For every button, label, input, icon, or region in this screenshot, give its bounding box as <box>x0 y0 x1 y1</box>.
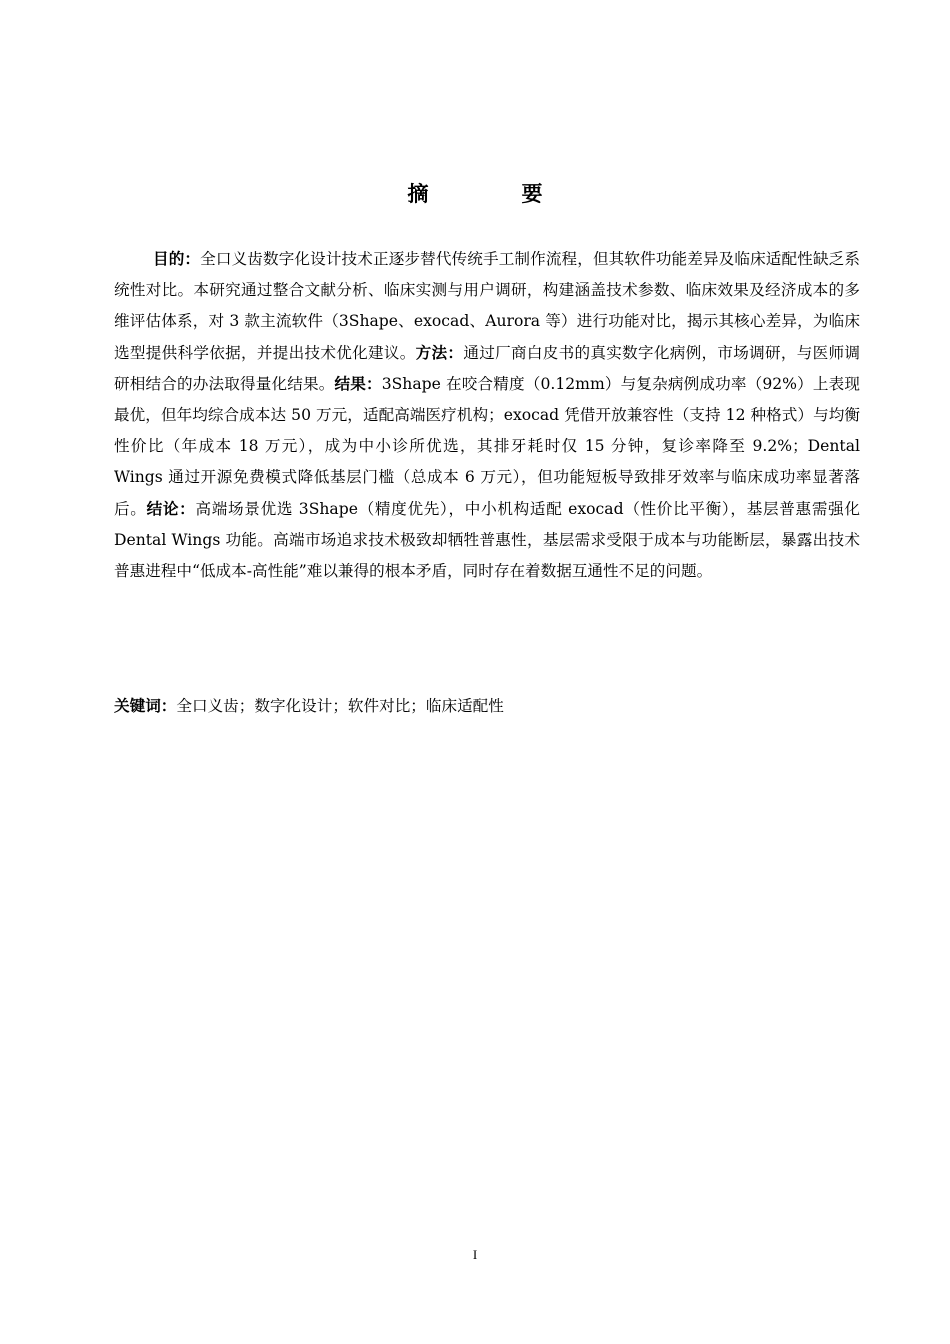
objective-label: 目的： <box>153 250 201 268</box>
page-title: 摘 要 <box>407 182 579 206</box>
keywords-text: 全口义齿；数字化设计；软件对比；临床适配性 <box>176 697 504 715</box>
results-label: 结果： <box>334 374 382 393</box>
page-number: I <box>472 1247 478 1262</box>
objective-text: 全口义齿数字化设计技术正逐步替代传统手工制作流程，但其软件功能差异及临床适配性缺乏系统性对比。本研究通过整合文献分析、临床实测与用户调研，构建涵盖技术参数、临床效果及经济成本的多维评估体系，对 3 款主流软件（3Shape、exocad、Aurora 等）进行功能对比，揭示其核心差异，为临床选型提供科学依据，并提出技术优化建议。 <box>114 250 860 362</box>
conclusion-label: 结论： <box>146 499 196 518</box>
results-text: 3Shape 在咬合精度（0.12mm）与复杂病例成功率（92%）上表现最优，但年均综合成本达 50 万元，适配高端医疗机构；exocad 凭借开放兼容性（支持 12 种格式）与均衡性价比（年成本 18 万元），成为中小诊所优选，其排牙耗时仅 15 分钟，复诊率降至 9.2%；Dental Wings 通过开源免费模式降低基层门槛（总成本 6 万元），但功能短板导致排牙效率与临床成功率显著落后。 <box>114 374 860 518</box>
keywords-label: 关键词： <box>114 697 177 715</box>
abstract-paragraph <box>114 244 860 587</box>
conclusion-text: 高端场景优选 3Shape（精度优先），中小机构适配 exocad（性价比平衡），基层普惠需强化 Dental Wings 功能。高端市场追求技术极致却牺牲普惠性，基层需求受限于成本与功能断层，暴露出技术普惠进程中“低成本-高性能”难以兼得的根本矛盾，同时存在着数据互通性不足的问题。 <box>114 499 860 581</box>
methods-label: 方法： <box>415 343 464 362</box>
keywords-line <box>114 691 860 722</box>
methods-text: 通过厂商白皮书的真实数字化病例，市场调研，与医师调研相结合的办法取得量化结果。 <box>114 343 860 393</box>
